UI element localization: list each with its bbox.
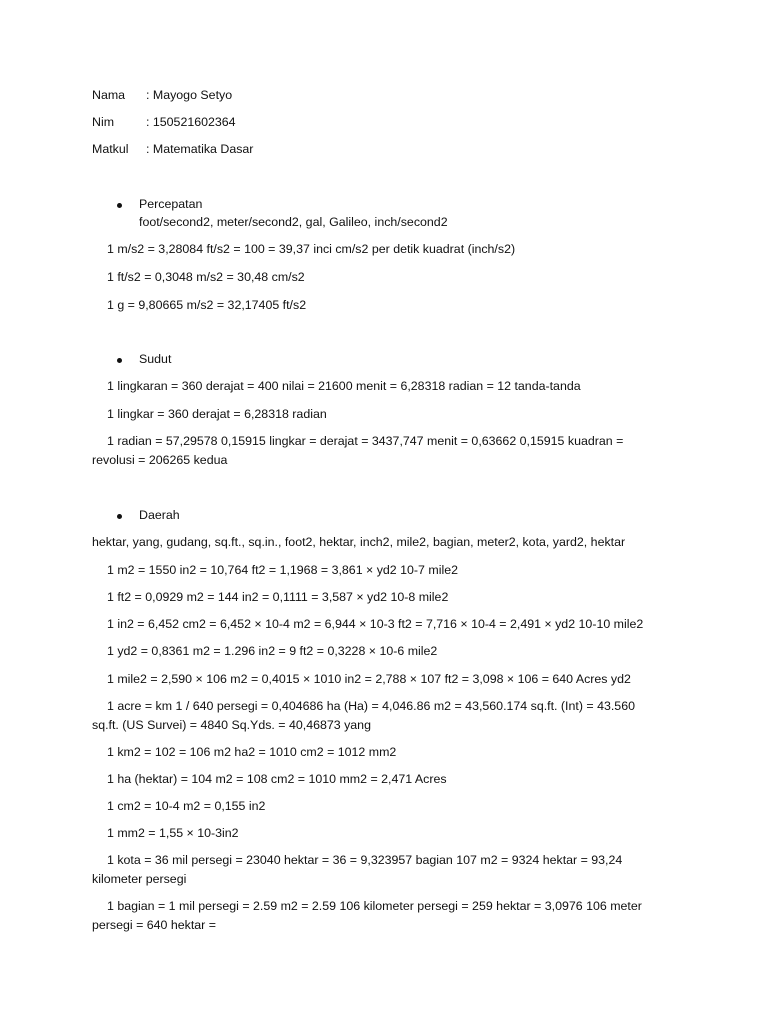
daerah-line: 1 in2 = 6,452 cm2 = 6,452 × 10-4 m2 = 6,944 × 10-3 ft2 = 7,716 × 10-4 = 2,491 × yd2 10-10 mile2 [107,617,644,631]
daerah-units: hektar, yang, gudang, sq.ft., sq.in., foot2, hektar, inch2, mile2, bagian, meter2, kota, yard2, hektar [92,535,626,549]
matkul-row [92,142,253,157]
percepatan-units: foot/second2, meter/second2, gal, Galileo, inch/second2 [139,215,448,229]
daerah-line: 1 km2 = 102 = 106 m2 ha2 = 1010 cm2 = 1012 mm2 [107,745,397,759]
nim-label: Nim [92,115,115,129]
daerah-line: 1 ft2 = 0,0929 m2 = 144 in2 = 0,1111 = 3,587 × yd2 10-8 mile2 [107,590,449,604]
bullet-icon [117,203,122,208]
daerah-line: 1 bagian = 1 mil persegi = 2.59 m2 = 2.59 106 kilometer persegi = 259 hektar = 3,0976 106 meter [107,899,642,913]
nama-label: Nama [92,88,126,102]
percepatan-line: 1 m/s2 = 3,28084 ft/s2 = 100 = 39,37 inci cm/s2 per detik kuadrat (inch/s2) [107,242,516,256]
percepatan-line: 1 ft/s2 = 0,3048 m/s2 = 30,48 cm/s2 [107,270,305,284]
daerah-line: 1 mm2 = 1,55 × 10-3in2 [107,826,239,840]
nim-value: : 150521602364 [146,115,236,129]
daerah-line: 1 yd2 = 0,8361 m2 = 1.296 in2 = 9 ft2 = 0,3228 × 10-6 mile2 [107,644,438,658]
daerah-line: kilometer persegi [92,872,187,886]
nama-value: : Mayogo Setyo [146,88,233,102]
daerah-line: sq.ft. (US Survei) = 4840 Sq.Yds. = 40,46873 yang [92,718,371,732]
daerah-line: 1 mile2 = 2,590 × 106 m2 = 0,4015 × 1010 in2 = 2,788 × 107 ft2 = 3,098 × 106 = 640 Acres yd2 [107,672,631,686]
daerah-line: 1 acre = km 1 / 640 persegi = 0,404686 ha (Ha) = 4,046.86 m2 = 43,560.174 sq.ft. (Int) = 43.560 [107,699,635,713]
section-title-daerah: Daerah [139,508,180,522]
nama-row [92,88,232,103]
sudut-line: 1 lingkar = 360 derajat = 6,28318 radian [107,407,327,421]
daerah-line: 1 kota = 36 mil persegi = 23040 hektar = 36 = 9,323957 bagian 107 m2 = 9324 hektar = 93,24 [107,853,623,867]
daerah-line: 1 cm2 = 10-4 m2 = 0,155 in2 [107,799,266,813]
matkul-value: : Matematika Dasar [146,142,254,156]
daerah-line: persegi = 640 hektar = [92,918,216,932]
bullet-icon [117,514,122,519]
daerah-line: 1 ha (hektar) = 104 m2 = 108 cm2 = 1010 mm2 = 2,471 Acres [107,772,447,786]
section-title-sudut: Sudut [139,352,172,366]
bullet-icon [117,358,122,363]
section-title-percepatan: Percepatan [139,197,203,211]
daerah-line: 1 m2 = 1550 in2 = 10,764 ft2 = 1,1968 = 3,861 × yd2 10-7 mile2 [107,563,458,577]
sudut-line: 1 radian = 57,29578 0,15915 lingkar = derajat = 3437,747 menit = 0,63662 0,15915 kuadran = [107,434,624,448]
sudut-line: 1 lingkaran = 360 derajat = 400 nilai = 21600 menit = 6,28318 radian = 12 tanda-tanda [107,379,581,393]
nim-row [92,115,236,130]
matkul-label: Matkul [92,142,129,156]
sudut-line: revolusi = 206265 kedua [92,453,228,467]
percepatan-line: 1 g = 9,80665 m/s2 = 32,17405 ft/s2 [107,298,307,312]
